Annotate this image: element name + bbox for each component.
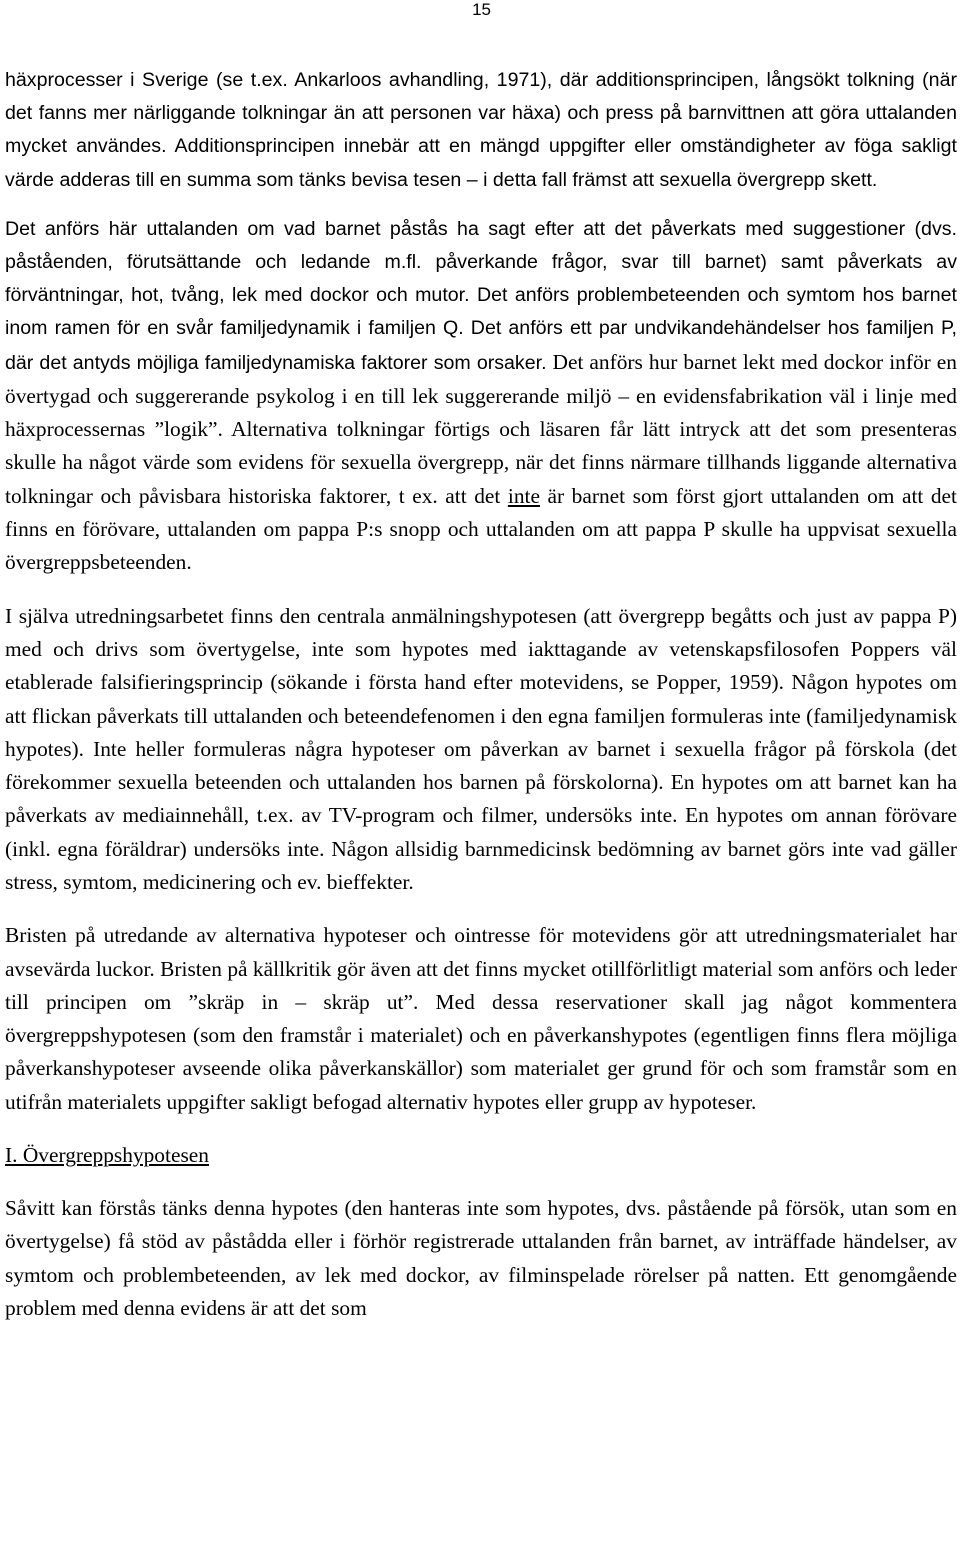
paragraph-4: Bristen på utredande av alternativa hypoteser och ointresse för motevidens gör att utredningsmaterialet har avsevärda luckor. Bristen på källkritik gör även att det finns mycket otillförlitligt material som anförs och leder till principen om ”skräp in – skräp ut”. Med dessa reservationer skall jag något kommentera övergreppshypotesen (som den framstår i materialet) och en påverkanshypotes (egentligen finns flera möjliga påverkanshypoteser avseende olika påverkanskällor) som materialet ger grund för och som framstår som en utifrån materialets uppgifter sakligt befogad alternativ hypotes eller grupp av hypoteser.: [5, 923, 957, 1114]
underlined-word: inte: [507, 483, 540, 508]
page-number: 15: [472, 0, 491, 19]
paragraph-2-sans-part: Det anförs här uttalanden om vad barnet påstås ha sagt efter att det påverkats med suggestioner (dvs. påståenden, förutsättande och ledande m.fl. påverkande frågor, svar till barnet) samt påverkats av förväntningar, hot, tvång, lek med dockor och mutor. Det anförs problembeteenden och symtom hos barnet inom ramen för en svår familjedynamik i familjen Q. Det anförs ett par undvikandehändelser hos familjen P, där det antyds möjliga familjedynamiska faktorer som orsaker.: [5, 217, 957, 374]
section-heading: I. Övergreppshypotesen: [5, 1143, 209, 1168]
document-body: [5, 64, 957, 1325]
paragraph-2-serif-part-b: är barnet som först gjort uttalanden om att det finns en förövare, uttalanden om pappa P:s snopp och uttalanden om att pappa P skulle ha uppvisat sexuella övergreppsbeteenden.: [5, 483, 957, 575]
paragraph-2: [5, 213, 957, 580]
paragraph-1: häxprocesser i Sverige (se t.ex. Ankarloos avhandling, 1971), där additionsprincipen, långsökt tolkning (när det fanns mer närliggande tolkningar än att personen var häxa) och press på barnvittnen att göra uttalanden mycket användes. Additionsprincipen innebär att en mängd uppgifter eller omständigheter av föga sakligt värde adderas till en summa som tänks bevisa tesen – i detta fall främst att sexuella övergrepp skett.: [5, 69, 957, 191]
paragraph-3: I själva utredningsarbetet finns den centrala anmälningshypotesen (att övergrepp begåtts och just av pappa P) med och drivs som övertygelse, inte som hypotes med iakttagande av vetenskapsfilosofen Poppers väl etablerade falsifieringsprincip (sökande i första hand efter motevidens, se Popper, 1959). Någon hypotes om att flickan påverkats till uttalanden och beteendefenomen i den egna familjen formuleras inte (familjedynamisk hypotes). Inte heller formuleras några hypoteser om påverkan av barnet i sexuella frågor på förskola (det förekommer sexuella beteenden och uttalanden hos barnen på förskolorna). En hypotes om att barnet kan ha påverkats av mediainnehåll, t.ex. av TV-program och filmer, undersöks inte. En hypotes om annan förövare (inkl. egna föräldrar) undersöks inte. Någon allsidig barnmedicinsk bedömning av barnet görs inte vad gäller stress, symtom, medicinering och ev. bieffekter.: [5, 603, 957, 894]
paragraph-5: Såvitt kan förstås tänks denna hypotes (den hanteras inte som hypotes, dvs. påstående på försök, utan som en övertygelse) få stöd av påstådda eller i förhör registrerade uttalanden från barnet, av inträffade händelser, av symtom och problembeteenden, av lek med dockor, av filminspelade rörelser på natten. Ett genomgående problem med denna evidens är att det som: [5, 1196, 957, 1320]
paragraph-2-serif-part-a: Det anförs hur barnet lekt med dockor inför en övertygad och suggererande psykolog i en till lek suggererande miljö – en evidensfabrikation väl i linje med häxprocessernas ”logik”. Alternativa tolkningar förtigs och läsaren får lätt intryck att det som presenteras skulle ha något värde som evidens för sexuella övergrepp, när det finns närmare tillhands liggande alternativa tolkningar och påvisbara historiska faktorer, t ex. att det: [5, 349, 957, 508]
